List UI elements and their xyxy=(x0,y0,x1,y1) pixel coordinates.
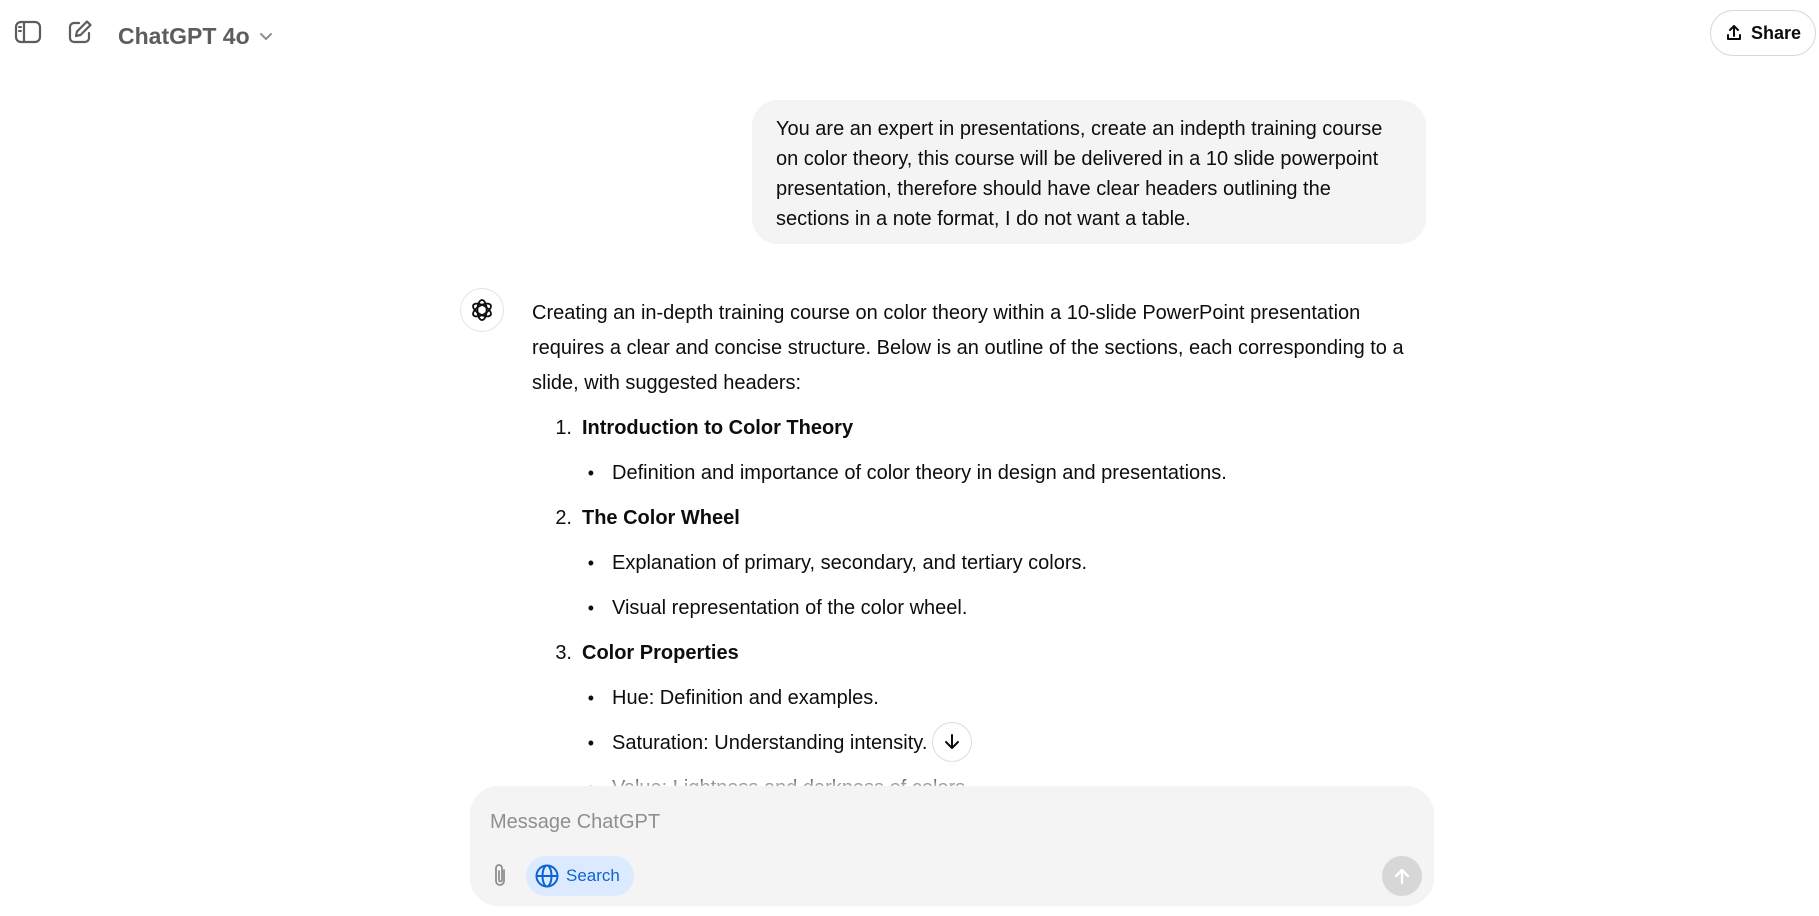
scroll-to-bottom-button[interactable] xyxy=(932,722,972,762)
bullet-dot: • xyxy=(587,463,594,483)
message-composer xyxy=(470,786,1434,906)
list-item xyxy=(532,501,1412,536)
bullet-dot: • xyxy=(587,733,594,753)
bullet-text: Saturation: Understanding intensity. xyxy=(612,732,928,754)
arrow-up-icon xyxy=(1392,866,1412,886)
user-message: You are an expert in presentations, create an indepth training course on color theory, this course will be delivered in a 10 slide powerpoint presentation, therefore should have clear headers outlining the sections in a note format, I do not want a table. xyxy=(752,100,1426,244)
paperclip-icon xyxy=(490,862,510,890)
bullet-text: Explanation of primary, secondary, and tertiary colors. xyxy=(612,552,1088,574)
bullet-dot: • xyxy=(587,688,594,708)
assistant-avatar xyxy=(460,288,504,332)
share-label: Share xyxy=(1750,22,1802,43)
share-icon xyxy=(1725,24,1743,42)
arrow-down-icon xyxy=(942,732,962,752)
model-title: ChatGPT 4o xyxy=(118,22,250,49)
section-title: The Color Wheel xyxy=(582,507,740,529)
bullet-dot: • xyxy=(587,598,594,618)
openai-logo-icon xyxy=(469,297,495,323)
share-button[interactable] xyxy=(1710,10,1816,56)
list-item xyxy=(532,591,1412,626)
section-title: Color Properties xyxy=(582,642,739,664)
search-toggle-button[interactable] xyxy=(526,856,634,896)
section-number: 1. xyxy=(555,417,572,439)
section-title: Introduction to Color Theory xyxy=(582,417,854,439)
new-chat-button[interactable] xyxy=(62,14,98,50)
section-number: 3. xyxy=(555,642,572,664)
new-chat-icon xyxy=(66,18,94,46)
model-selector[interactable] xyxy=(118,18,274,54)
assistant-intro: Creating an in-depth training course on color theory within a 10-slide PowerPoint presentation requires a clear and concise structure. Below is an outline of the sections, each corresponding to a slide, with suggested headers: xyxy=(532,302,1404,394)
sidebar-toggle-icon xyxy=(14,19,42,45)
list-item xyxy=(532,456,1412,491)
globe-icon xyxy=(534,863,560,889)
assistant-message xyxy=(532,296,1412,786)
bullet-dot: • xyxy=(587,553,594,573)
list-item xyxy=(532,726,1412,761)
chevron-down-icon xyxy=(258,28,274,44)
section-number: 2. xyxy=(555,507,572,529)
sidebar-toggle-button[interactable] xyxy=(10,14,46,50)
attach-button[interactable] xyxy=(484,858,516,894)
list-item xyxy=(532,681,1412,716)
list-item xyxy=(532,636,1412,671)
list-item xyxy=(532,411,1412,446)
bullet-text: Hue: Definition and examples. xyxy=(612,687,879,709)
search-label: Search xyxy=(566,866,620,885)
send-button[interactable] xyxy=(1382,856,1422,896)
list-item xyxy=(532,546,1412,581)
bullet-text: Definition and importance of color theory in design and presentations. xyxy=(612,462,1227,484)
message-input[interactable] xyxy=(490,806,1390,838)
bullet-text: Visual representation of the color wheel. xyxy=(612,597,968,619)
